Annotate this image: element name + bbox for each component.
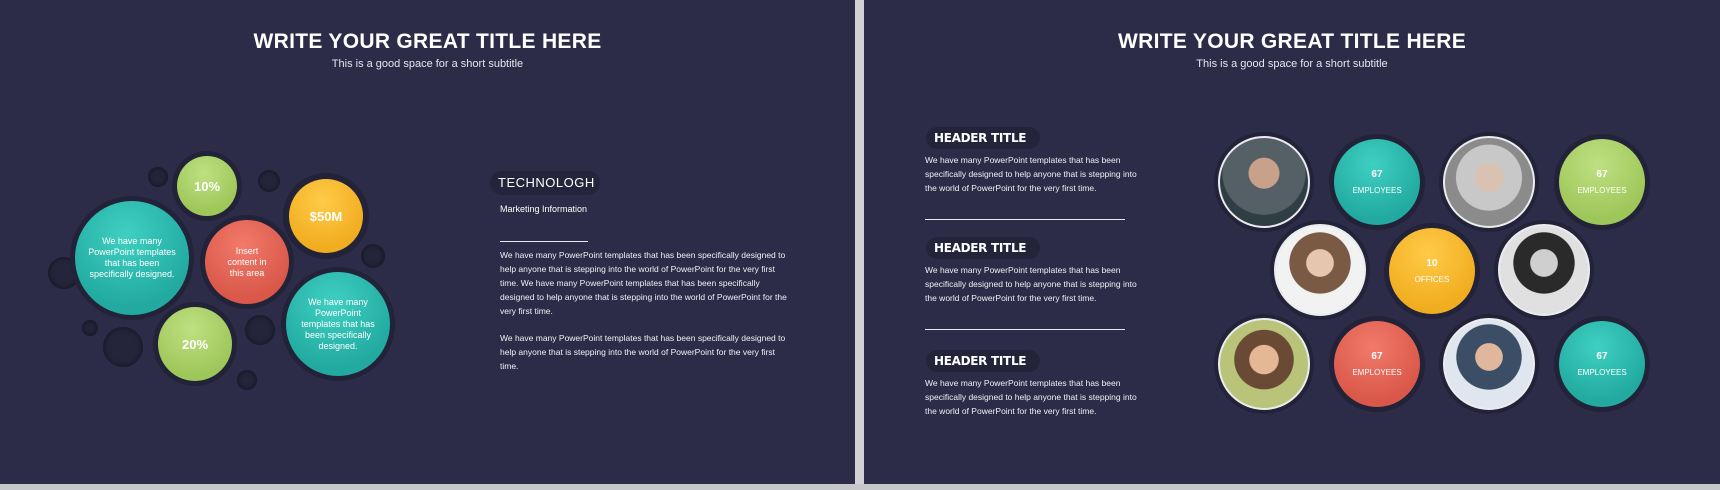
section-paragraph: We have many PowerPoint templates that has been specifically designed to help anyone that is stepping into the world of PowerPoint for the very first time. (925, 265, 1137, 303)
decor-circle (245, 315, 275, 345)
person-photo (1218, 136, 1310, 228)
section-paragraph: We have many PowerPoint templates that has been specifically designed to help anyone that is stepping into the world of PowerPoint for the very first time. (925, 378, 1137, 416)
slide-divider (855, 0, 864, 490)
slide-right (864, 0, 1720, 484)
stat-label: EMPLOYEES (1352, 368, 1402, 377)
person-photo (1443, 318, 1535, 410)
body-paragraph: We have many PowerPoint templates that has been specifically designed to help anyone that is stepping into the world of PowerPoint for the very first time. (500, 333, 786, 371)
divider-line (500, 241, 588, 242)
decor-circle (361, 244, 385, 268)
decor-circle (82, 320, 98, 336)
stat-label: EMPLOYEES (1577, 186, 1627, 195)
stat-bubble (1334, 321, 1420, 407)
header-title-tag: HEADER TITLE (926, 237, 1040, 259)
stat-bubble (1389, 228, 1475, 314)
bubble-value: $50M (309, 208, 343, 224)
stat-bubble (1334, 139, 1420, 225)
bubble-center-text (205, 220, 289, 304)
slide-title: WRITE YOUR GREAT TITLE HERE (253, 30, 602, 53)
person-photo (1443, 136, 1535, 228)
bubble-text: We have many PowerPoint templates that has been specifically designed. (301, 296, 375, 351)
slide-left (0, 0, 855, 484)
bubble-20-percent (158, 307, 232, 381)
section-paragraph: We have many PowerPoint templates that has been specifically designed to help anyone that is stepping into the world of PowerPoint for the very first time. (925, 155, 1137, 193)
stat-bubble (1559, 321, 1645, 407)
bubble-right-text (286, 272, 390, 376)
stat-number: 67 (1596, 351, 1608, 362)
stat-label: EMPLOYEES (1352, 186, 1402, 195)
bubble-value: 20% (181, 336, 209, 352)
technology-tag: TECHNOLOGH (490, 171, 600, 195)
bubble-value: 10% (193, 178, 221, 194)
bubble-text: Insert content in this area (227, 245, 267, 278)
bubble-10-percent (177, 156, 237, 216)
stat-number: 67 (1371, 351, 1383, 362)
slide-title: WRITE YOUR GREAT TITLE HERE (1118, 30, 1466, 53)
bubble-text: We have many PowerPoint templates that has been specifically designed. (88, 236, 176, 279)
slide-subtitle: This is a good space for a short subtitle (331, 58, 524, 70)
stat-number: 67 (1371, 169, 1383, 180)
decor-circle (103, 327, 143, 367)
decor-circle (237, 370, 257, 390)
bubble-left-text (75, 201, 189, 315)
slide-subtitle: This is a good space for a short subtitle (1196, 58, 1388, 70)
body-paragraph: We have many PowerPoint templates that has been specifically designed to help anyone that is stepping into the world of PowerPoint for the very first time. We have many PowerPoint templates that has been specifically designed to help anyone that is stepping into the world of PowerPoint for the very first time. (500, 250, 787, 316)
decor-circle (148, 167, 168, 187)
person-photo (1498, 224, 1590, 316)
header-title-tag: HEADER TITLE (926, 350, 1040, 372)
stat-number: 67 (1596, 169, 1608, 180)
stat-bubble (1559, 139, 1645, 225)
bottom-strip (0, 484, 1720, 490)
stat-label: EMPLOYEES (1577, 368, 1627, 377)
marketing-caption: Marketing Information (500, 204, 588, 214)
stat-label: OFFICES (1414, 275, 1450, 284)
divider-line (925, 329, 1125, 330)
header-title-tag: HEADER TITLE (926, 127, 1040, 149)
person-photo (1274, 224, 1366, 316)
divider-line (925, 219, 1125, 220)
decor-circle (258, 170, 280, 192)
stat-number: 10 (1426, 258, 1438, 269)
person-photo (1218, 318, 1310, 410)
bubble-50m (289, 179, 363, 253)
